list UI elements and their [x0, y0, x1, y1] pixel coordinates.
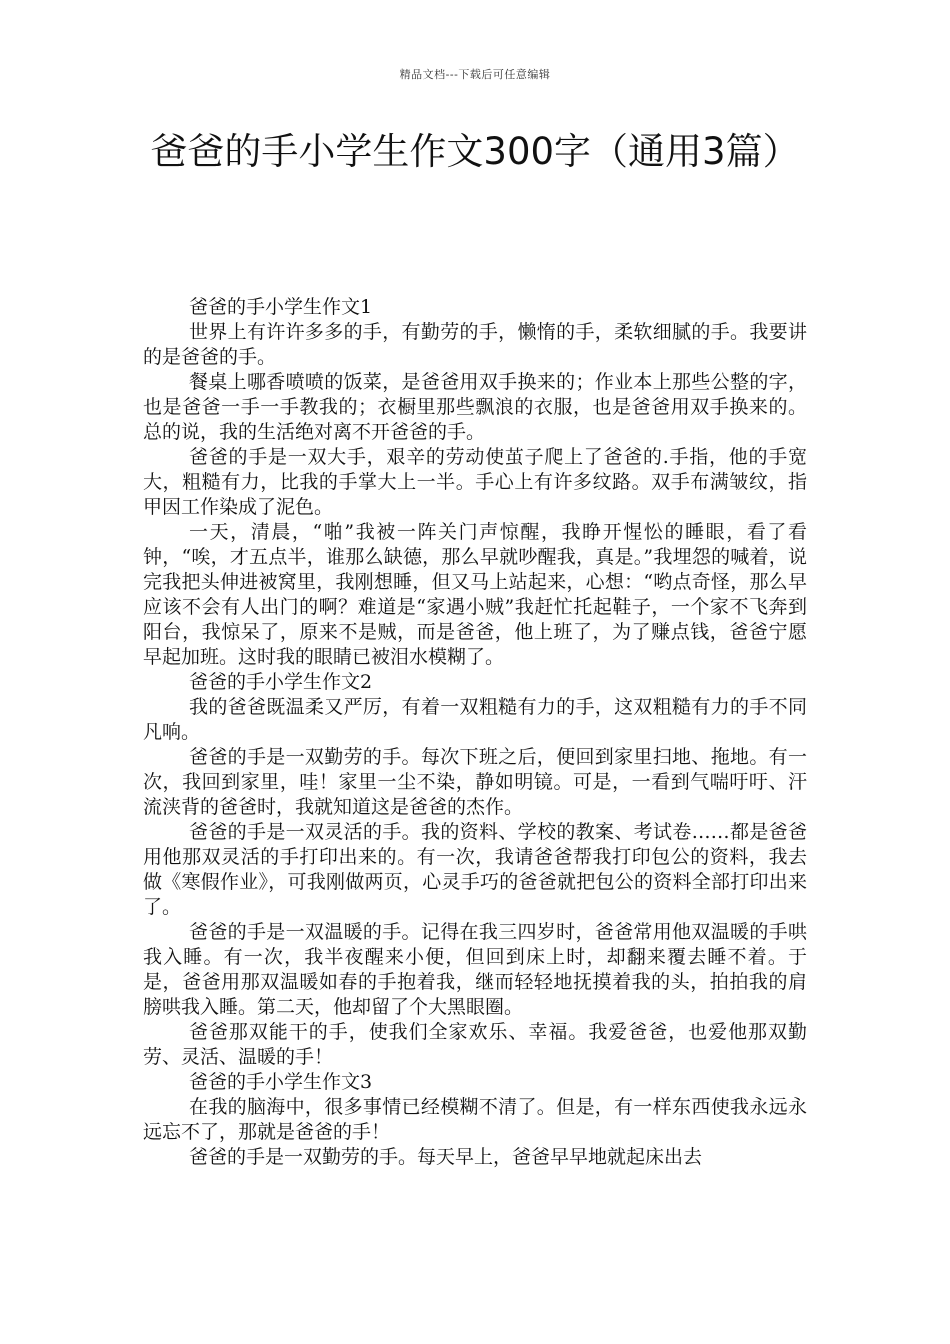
paragraph: 爸爸的手是一双大手，艰辛的劳动使茧子爬上了爸爸的.手指，他的手宽大，粗糙有力，比我的手掌大上一半。手心上有许多纹路。双手布满皱纹，指甲因工作染成了泥色。 [143, 446, 807, 518]
paragraph: 爸爸的手是一双勤劳的手。每天早上，爸爸早早地就起床出去 [189, 1146, 703, 1168]
paragraph: 餐桌上哪香喷喷的饭菜，是爸爸用双手换来的；作业本上那些公整的字，也是爸爸一手一手教我的；衣橱里那些飘浪的衣服，也是爸爸用双手换来的。总的说，我的生活绝对离不开爸爸的手。 [143, 371, 807, 443]
page-header: 精品文档---下载后可任意编辑 [399, 68, 551, 81]
paragraph: 爸爸那双能干的手，使我们全家欢乐、幸福。我爱爸爸，也爱他那双勤劳、灵活、温暖的手！ [143, 1021, 807, 1068]
paragraph: 爸爸的手是一双灵活的手。我的资料、学校的教案、考试卷……都是爸爸用他那双灵活的手打印出来的。有一次，我请爸爸帮我打印包公的资料，我去做《寒假作业》，可我刚做两页，心灵手巧的爸爸就把包公的资料全部打印出来了。 [143, 821, 807, 918]
section-heading: 爸爸的手小学生作文1 [189, 296, 373, 318]
paragraph: 爸爸的手是一双勤劳的手。每次下班之后，便回到家里扫地、拖地。有一次，我回到家里，哇！家里一尘不染，静如明镜。可是，一看到气喘吁吁、汗流浃背的爸爸时，我就知道这是爸爸的杰作。 [143, 746, 807, 818]
paragraph: 一天，清晨，“啪”我被一阵关门声惊醒，我睁开惺忪的睡眼，看了看钟，“唉，才五点半，谁那么缺德，那么早就吵醒我，真是。”我埋怨的喊着，说完我把头伸进被窝里，我刚想睡，但又马上站起来，心想：“哟点奇怪，那么早应该不会有人出门的啊？难道是“家遇小贼”我赶忙托起鞋子，一个家不飞奔到阳台，我惊呆了，原来不是贼，而是爸爸，他上班了，为了赚点钱，爸爸宁愿早起加班。这时我的眼睛已被泪水模糊了。 [143, 521, 807, 668]
paragraph: 世界上有许许多多的手，有勤劳的手，懒惰的手，柔软细腻的手。我要讲的是爸爸的手。 [143, 321, 807, 368]
document-title: 爸爸的手小学生作文300字（通用3篇） [150, 130, 800, 173]
paragraph: 在我的脑海中，很多事情已经模糊不清了。但是，有一样东西使我永远永远忘不了，那就是爸爸的手！ [143, 1096, 807, 1143]
document-body [143, 295, 807, 1170]
paragraph: 我的爸爸既温柔又严厉，有着一双粗糙有力的手，这双粗糙有力的手不同凡响。 [143, 696, 807, 743]
paragraph: 爸爸的手是一双温暖的手。记得在我三四岁时，爸爸常用他双温暖的手哄我入睡。有一次，我半夜醒来小便，但回到床上时，却翻来覆去睡不着。于是，爸爸用那双温暖如春的手抱着我，继而轻轻地抚摸着我的头，拍拍我的肩膀哄我入睡。第二天，他却留了个大黑眼圈。 [143, 921, 807, 1018]
section-heading: 爸爸的手小学生作文3 [189, 1071, 373, 1093]
section-heading: 爸爸的手小学生作文2 [189, 671, 373, 693]
